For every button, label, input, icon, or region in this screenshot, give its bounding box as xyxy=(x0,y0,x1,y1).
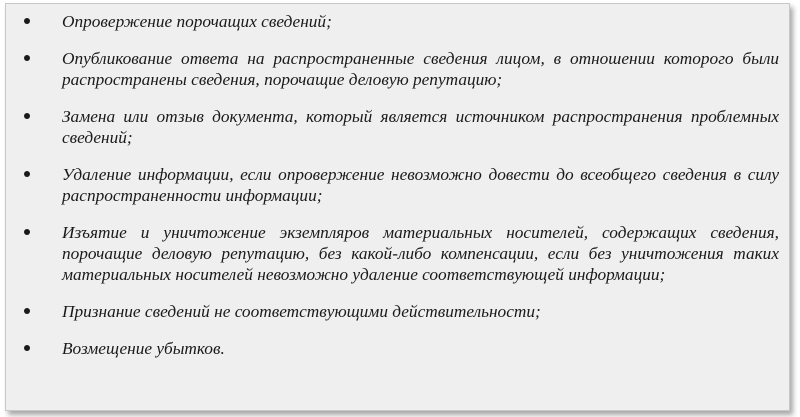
bullet-icon xyxy=(24,345,30,351)
list-item xyxy=(24,106,779,148)
list-item-text: Возмещение убытков. xyxy=(62,339,225,358)
list-item-text: Опубликование ответа на распространенные сведения лицом, в отношении которого были распространены сведения, порочащие деловую репутацию; xyxy=(62,49,779,89)
list-item xyxy=(24,301,779,322)
list-item xyxy=(24,11,779,32)
bullet-icon xyxy=(24,55,30,61)
bullet-icon xyxy=(24,308,30,314)
list-item xyxy=(24,222,779,285)
list-item-text: Изъятие и уничтожение экземпляров материальных носителей, содержащих сведения, порочащие деловую репутацию, без какой-либо компенсации, если без уничтожения таких материальных носителей невозможно удаление соответствующей информации; xyxy=(62,223,779,284)
list-item-text: Признание сведений не соответствующими действительности; xyxy=(62,302,541,321)
list-item xyxy=(24,164,779,206)
list-item-text: Удаление информации, если опровержение невозможно довести до всеобщего сведения в силу распространенности информации; xyxy=(62,165,779,205)
bullet-icon xyxy=(24,18,30,24)
list-item xyxy=(24,48,779,90)
remedies-box xyxy=(5,3,790,411)
bullet-icon xyxy=(24,171,30,177)
remedies-list xyxy=(24,11,779,359)
list-item-text: Опровержение порочащих сведений; xyxy=(62,12,332,31)
bullet-icon xyxy=(24,229,30,235)
bullet-icon xyxy=(24,113,30,119)
list-item xyxy=(24,338,779,359)
list-item-text: Замена или отзыв документа, который является источником распространения проблемных сведений; xyxy=(62,107,779,147)
